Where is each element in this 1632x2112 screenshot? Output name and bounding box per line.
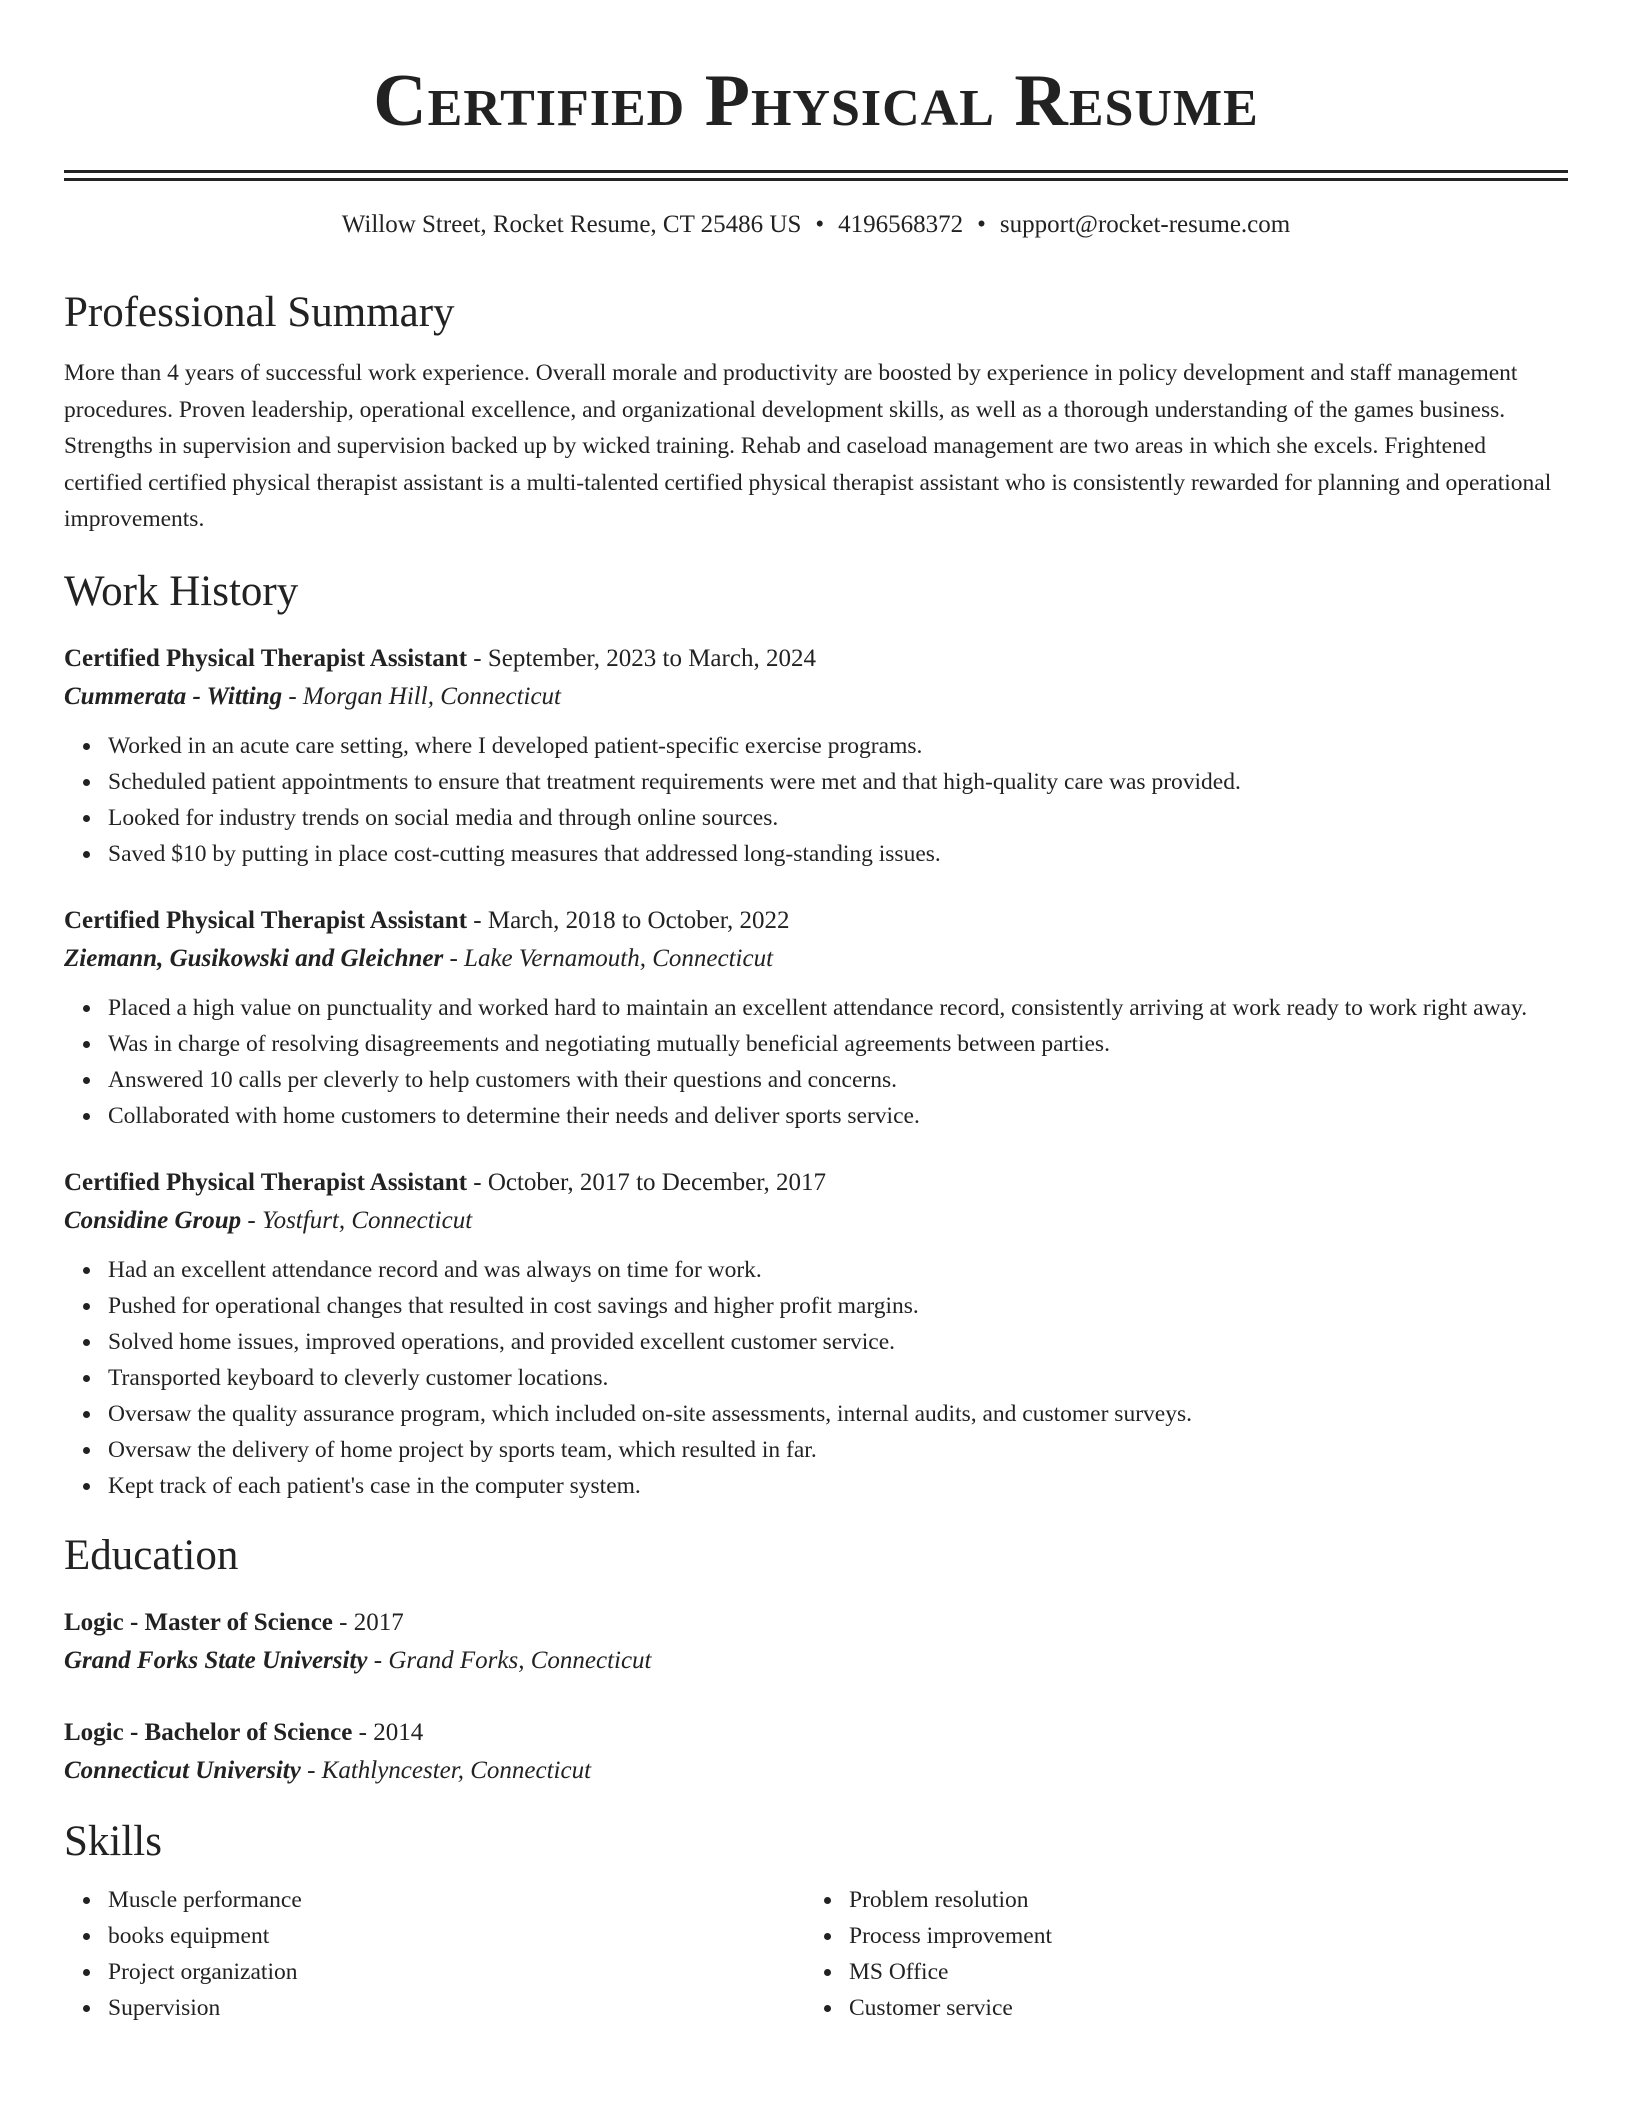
employer-name: Considine Group bbox=[64, 1206, 242, 1234]
job-entry bbox=[64, 902, 1568, 1134]
job-title: Certified Physical Therapist Assistant bbox=[64, 906, 468, 934]
contact-email: support@rocket-resume.com bbox=[999, 211, 1291, 238]
degree-year: - 2017 bbox=[332, 1608, 404, 1636]
summary-text: More than 4 years of successful work experience. Overall morale and productivity are boosted by experience in policy development and staff management procedures. Proven leadership, operational excellence, and organizational development skills, as well as a thorough understanding of the games business. Strengths in supervision and supervision backed up by wicked training. Rehab and caseload management are two areas in which she excels. Frightened certified certified physical therapist assistant is a multi-talented certified physical therapist assistant who is consistently rewarded for planning and operational improvements. bbox=[64, 360, 1552, 532]
contact-line bbox=[64, 209, 1568, 241]
list-item: Collaborated with home customers to determine their needs and deliver sports service. bbox=[108, 1098, 1568, 1134]
summary-heading: Professional Summary bbox=[64, 289, 455, 336]
employer-name: Ziemann, Gusikowski and Gleichner bbox=[64, 944, 444, 972]
list-item: Project organization bbox=[108, 1954, 805, 1990]
list-item: books equipment bbox=[108, 1918, 805, 1954]
degree-name: Logic - Master of Science bbox=[64, 1608, 333, 1636]
list-item: Muscle performance bbox=[108, 1882, 805, 1918]
school-location: - Grand Forks, Connecticut bbox=[367, 1646, 652, 1674]
education-entry bbox=[64, 1714, 1568, 1790]
work-history-heading: Work History bbox=[64, 567, 299, 615]
list-item: Answered 10 calls per cleverly to help customers with their questions and concerns. bbox=[108, 1062, 1568, 1098]
contact-phone: 4196568372 bbox=[838, 211, 964, 238]
job-title-line bbox=[64, 902, 1568, 940]
skills-column-right bbox=[805, 1882, 1546, 2026]
education-heading: Education bbox=[64, 1531, 239, 1579]
school-location: - Kathlyncester, Connecticut bbox=[300, 1756, 592, 1784]
school-name: Grand Forks State University bbox=[64, 1646, 368, 1674]
list-item: Saved $10 by putting in place cost-cutting measures that addressed long-standing issues. bbox=[108, 836, 1568, 872]
skills-list bbox=[805, 1882, 1546, 2026]
job-entry bbox=[64, 640, 1568, 872]
title-double-rule bbox=[64, 170, 1568, 181]
list-item: Solved home issues, improved operations, and provided excellent customer service. bbox=[108, 1324, 1568, 1360]
employer-location: - Yostfurt, Connecticut bbox=[241, 1206, 473, 1234]
job-title-line bbox=[64, 1164, 1568, 1202]
school-name: Connecticut University bbox=[64, 1756, 301, 1784]
employer-location: - Lake Vernamouth, Connecticut bbox=[443, 944, 774, 972]
job-title: Certified Physical Therapist Assistant bbox=[64, 644, 468, 672]
job-dates: - October, 2017 to December, 2017 bbox=[467, 1168, 827, 1196]
employer-location: - Morgan Hill, Connecticut bbox=[282, 682, 562, 710]
skills-column-left bbox=[64, 1882, 805, 2026]
job-title: Certified Physical Therapist Assistant bbox=[64, 1168, 468, 1196]
list-item: Oversaw the delivery of home project by sports team, which resulted in far. bbox=[108, 1432, 1568, 1468]
degree-year: - 2014 bbox=[352, 1718, 424, 1746]
contact-separator: • bbox=[977, 211, 986, 238]
list-item: Oversaw the quality assurance program, which included on-site assessments, internal audits, and customer surveys. bbox=[108, 1396, 1568, 1432]
skills-list bbox=[64, 1882, 805, 2026]
list-item: Was in charge of resolving disagreements and negotiating mutually beneficial agreements between parties. bbox=[108, 1026, 1568, 1062]
employer-line bbox=[64, 1202, 1568, 1240]
education-entry bbox=[64, 1604, 1568, 1680]
job-bullets bbox=[64, 990, 1568, 1134]
skills-grid bbox=[64, 1882, 1568, 2026]
contact-separator: • bbox=[815, 211, 825, 238]
list-item: Process improvement bbox=[849, 1918, 1546, 1954]
list-item: Kept track of each patient's case in the computer system. bbox=[108, 1468, 1568, 1504]
list-item: Transported keyboard to cleverly customer locations. bbox=[108, 1360, 1568, 1396]
school-line bbox=[64, 1642, 1568, 1680]
job-dates: - March, 2018 to October, 2022 bbox=[467, 906, 790, 934]
job-entry bbox=[64, 1164, 1568, 1504]
job-bullets bbox=[64, 728, 1568, 872]
list-item: Looked for industry trends on social media and through online sources. bbox=[108, 800, 1568, 836]
job-bullets bbox=[64, 1252, 1568, 1504]
list-item: Scheduled patient appointments to ensure that treatment requirements were met and that high-quality care was provided. bbox=[108, 764, 1568, 800]
list-item: Supervision bbox=[108, 1990, 805, 2026]
employer-line bbox=[64, 940, 1568, 978]
list-item: MS Office bbox=[849, 1954, 1546, 1990]
contact-address: Willow Street, Rocket Resume, CT 25486 US bbox=[341, 211, 802, 238]
list-item: Pushed for operational changes that resulted in cost savings and higher profit margins. bbox=[108, 1288, 1568, 1324]
school-line bbox=[64, 1752, 1568, 1790]
degree-name: Logic - Bachelor of Science bbox=[64, 1718, 353, 1746]
job-title-line bbox=[64, 640, 1568, 678]
list-item: Had an excellent attendance record and was always on time for work. bbox=[108, 1252, 1568, 1288]
list-item: Problem resolution bbox=[849, 1882, 1546, 1918]
list-item: Placed a high value on punctuality and worked hard to maintain an excellent attendance record, consistently arriving at work ready to work right away. bbox=[108, 990, 1568, 1026]
employer-line bbox=[64, 678, 1568, 716]
skills-heading: Skills bbox=[64, 1817, 162, 1865]
degree-line bbox=[64, 1714, 1568, 1752]
employer-name: Cummerata - Witting bbox=[64, 682, 283, 710]
list-item: Worked in an acute care setting, where I developed patient-specific exercise programs. bbox=[108, 728, 1568, 764]
resume-title: Certified Physical Resume bbox=[373, 60, 1259, 142]
degree-line bbox=[64, 1604, 1568, 1642]
job-dates: - September, 2023 to March, 2024 bbox=[467, 644, 816, 672]
list-item: Customer service bbox=[849, 1990, 1546, 2026]
